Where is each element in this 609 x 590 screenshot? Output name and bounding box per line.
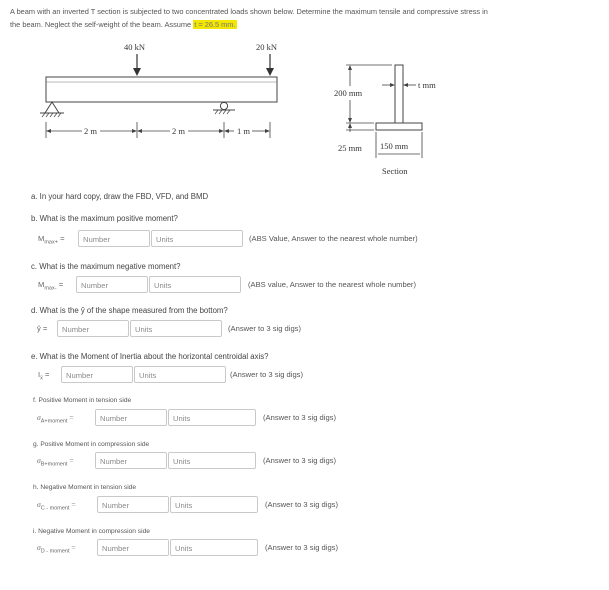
ybar-sym: ŷ bbox=[37, 324, 41, 333]
ybar-label bbox=[37, 324, 47, 333]
sigma-b-note: (Answer to 3 sig digs) bbox=[263, 456, 337, 465]
sigma-d-units-select[interactable]: Units bbox=[170, 539, 258, 556]
dim-25-arrow bbox=[348, 123, 352, 128]
sigma-c-label bbox=[37, 500, 76, 512]
question-c: c. What is the maximum negative moment? bbox=[31, 262, 181, 271]
problem-line-1: A beam with an inverted T section is subjected to two concentrated loads shown below. Determine the maximum tensile and compressive stress in bbox=[10, 7, 488, 16]
mmax-neg-sub: max- bbox=[44, 285, 57, 292]
sigma-a-units-select[interactable]: Units bbox=[168, 409, 256, 426]
sigma-a-label bbox=[37, 413, 74, 425]
mmax-neg-label bbox=[38, 280, 63, 292]
sigma-b-sym: σ bbox=[37, 456, 41, 465]
question-a: a. In your hard copy, draw the FBD, VFD, and BMD bbox=[31, 192, 209, 201]
mmax-pos-label bbox=[38, 234, 65, 246]
sigma-a-note: (Answer to 3 sig digs) bbox=[263, 413, 337, 422]
mmax-neg-note: (ABS value, Answer to the nearest whole number) bbox=[248, 280, 416, 289]
load-arrowhead-1 bbox=[133, 68, 141, 76]
sigma-b-eq: = bbox=[69, 456, 74, 465]
dim-25-label: 25 mm bbox=[338, 143, 362, 153]
load-20kn-label: 20 kN bbox=[256, 42, 278, 52]
sigma-a-sub: A+moment bbox=[40, 418, 68, 425]
question-b: b. What is the maximum positive moment? bbox=[31, 214, 178, 223]
inertia-note: (Answer to 3 sig digs) bbox=[230, 370, 304, 379]
mmax-neg-sym: M bbox=[38, 280, 45, 289]
sigma-d-eq: = bbox=[71, 543, 76, 552]
question-i: i. Negative Moment in compression side bbox=[33, 528, 150, 535]
section-label: Section bbox=[382, 166, 408, 176]
sigma-d-sub: D - moment bbox=[40, 548, 70, 555]
dim-t-arrow-right bbox=[403, 83, 408, 87]
ybar-eq: = bbox=[42, 324, 48, 333]
question-h: h. Negative Moment in tension side bbox=[33, 484, 136, 491]
mmax-pos-sym: M bbox=[38, 234, 45, 243]
ybar-number-input[interactable]: Number bbox=[57, 320, 129, 337]
sigma-d-note: (Answer to 3 sig digs) bbox=[265, 543, 339, 552]
inertia-number-input[interactable]: Number bbox=[61, 366, 133, 383]
question-e: e. What is the Moment of Inertia about the horizontal centroidal axis? bbox=[31, 352, 269, 361]
sigma-d-number-input[interactable]: Number bbox=[97, 539, 169, 556]
span-2-label: 2 m bbox=[172, 126, 185, 136]
dim-200-arrow-top bbox=[348, 65, 352, 70]
mmax-pos-sub: max+ bbox=[44, 239, 58, 246]
pin-support bbox=[45, 102, 59, 113]
load-40kn-label: 40 kN bbox=[124, 42, 146, 52]
dim-t-arrow-left bbox=[390, 83, 395, 87]
sigma-d-label bbox=[37, 543, 76, 555]
mmax-neg-eq: = bbox=[58, 280, 64, 289]
sigma-c-note: (Answer to 3 sig digs) bbox=[265, 500, 339, 509]
roller-support bbox=[220, 102, 227, 109]
dim-150-label: 150 mm bbox=[380, 141, 409, 151]
mmax-neg-number-input[interactable]: Number bbox=[76, 276, 148, 293]
question-d: d. What is the ŷ of the shape measured from the bottom? bbox=[31, 306, 228, 315]
dim-200-label: 200 mm bbox=[334, 88, 363, 98]
span-1-label: 2 m bbox=[84, 126, 97, 136]
dim-t-label: t mm bbox=[418, 80, 436, 90]
dim-200-arrow-bottom bbox=[348, 118, 352, 123]
mmax-pos-number-input[interactable]: Number bbox=[78, 230, 150, 247]
inertia-units-select[interactable]: Units bbox=[134, 366, 226, 383]
sigma-a-eq: = bbox=[69, 413, 74, 422]
mmax-pos-note: (ABS Value, Answer to the nearest whole number) bbox=[249, 234, 418, 243]
ybar-units-select[interactable]: Units bbox=[130, 320, 222, 337]
inertia-sub: x̄ bbox=[40, 375, 43, 382]
mmax-pos-eq: = bbox=[60, 234, 65, 243]
section-web bbox=[395, 65, 403, 123]
t-value-highlight: t = 26.5 mm. bbox=[194, 20, 236, 29]
mmax-pos-units-select[interactable]: Units bbox=[151, 230, 243, 247]
sigma-b-label bbox=[37, 456, 74, 468]
sigma-d-sym: σ bbox=[37, 543, 41, 552]
section-flange bbox=[376, 123, 422, 130]
inertia-sym: I bbox=[38, 370, 41, 379]
sigma-b-sub: B+moment bbox=[40, 461, 68, 468]
load-arrowhead-2 bbox=[266, 68, 274, 76]
beam bbox=[46, 77, 277, 102]
span-3-label: 1 m bbox=[237, 126, 250, 136]
sigma-c-units-select[interactable]: Units bbox=[170, 496, 258, 513]
sigma-a-sym: σ bbox=[37, 413, 41, 422]
sigma-b-units-select[interactable]: Units bbox=[168, 452, 256, 469]
question-f: f. Positive Moment in tension side bbox=[33, 397, 132, 404]
sigma-c-eq: = bbox=[71, 500, 76, 509]
mmax-neg-units-select[interactable]: Units bbox=[149, 276, 241, 293]
sigma-c-sym: σ bbox=[37, 500, 41, 509]
sigma-a-number-input[interactable]: Number bbox=[95, 409, 167, 426]
sigma-c-number-input[interactable]: Number bbox=[97, 496, 169, 513]
inertia-eq: = bbox=[45, 370, 50, 379]
ybar-note: (Answer to 3 sig digs) bbox=[228, 324, 302, 333]
beam-figure bbox=[0, 0, 609, 190]
sigma-c-sub: C - moment bbox=[40, 505, 70, 512]
inertia-label bbox=[38, 370, 49, 382]
pin-hatch bbox=[42, 113, 61, 117]
question-g: g. Positive Moment in compression side bbox=[33, 441, 150, 448]
roller-hatch bbox=[215, 110, 230, 114]
problem-line-2-text: the beam. Neglect the self-weight of the beam. Assume bbox=[10, 20, 194, 29]
sigma-b-number-input[interactable]: Number bbox=[95, 452, 167, 469]
